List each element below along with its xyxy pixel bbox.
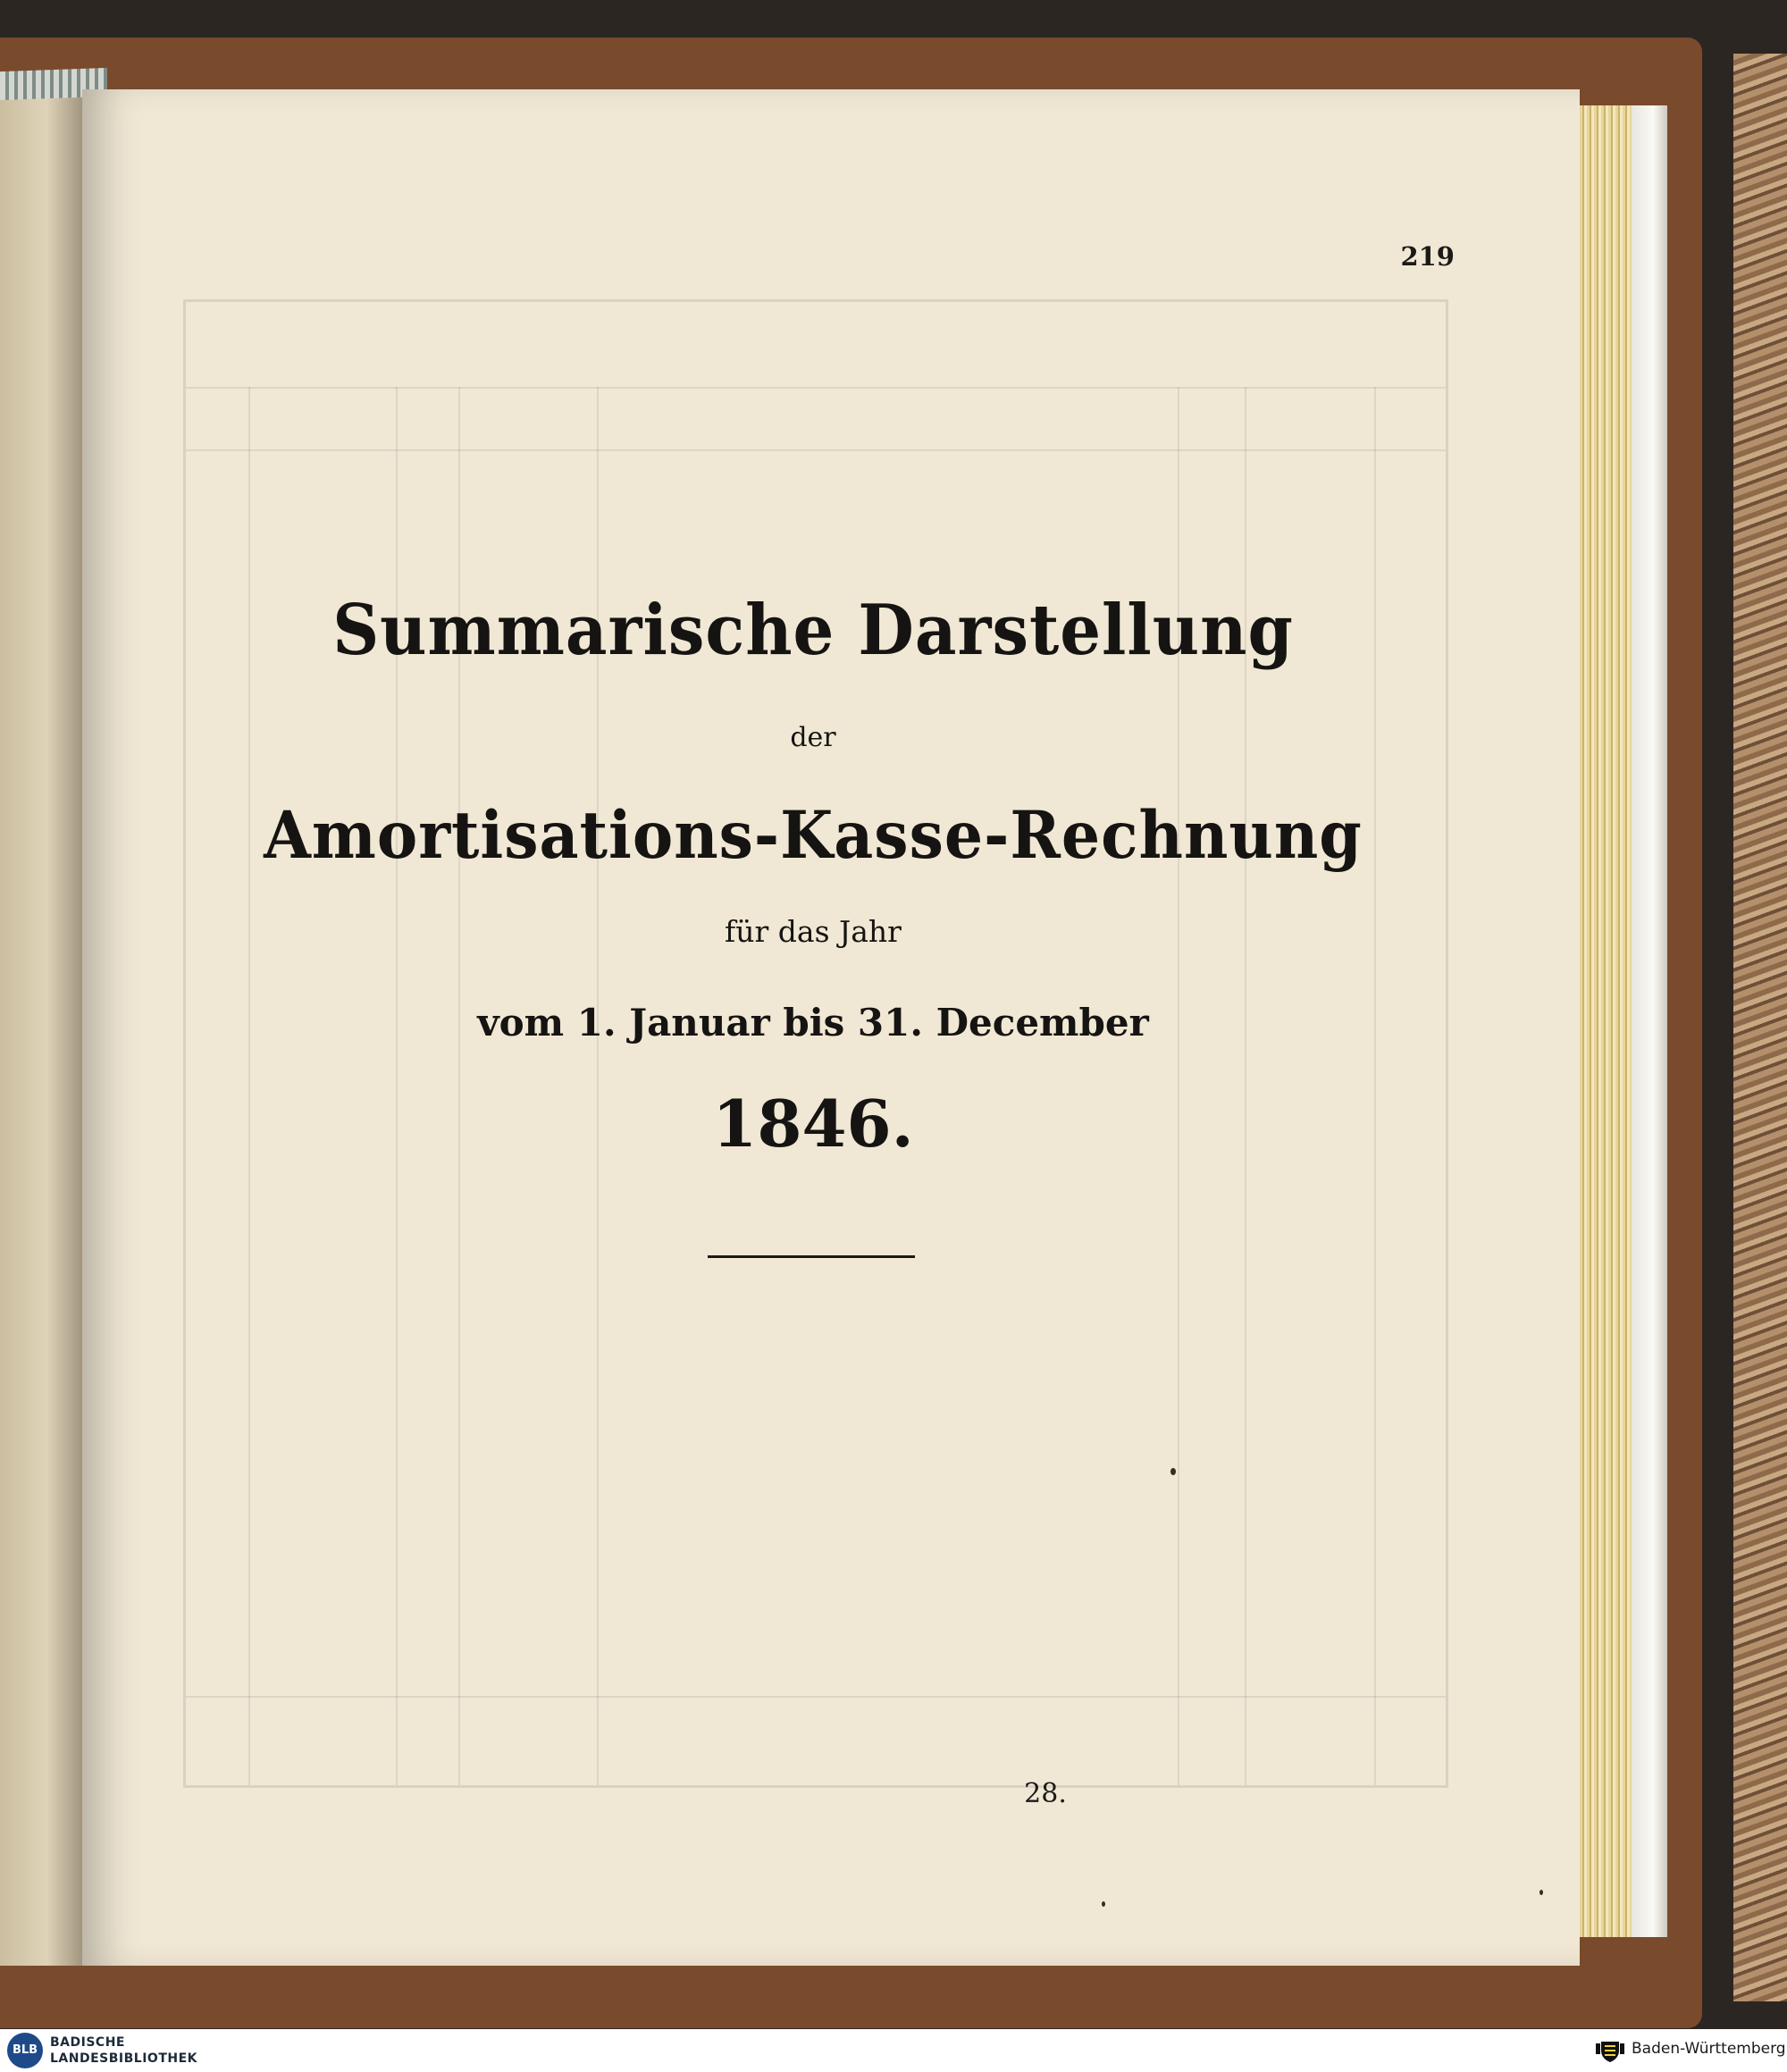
page-number: 219 <box>1400 241 1455 272</box>
library-name-line1: BADISCHE <box>50 2035 125 2050</box>
library-name-line2: LANDESBIBLIOTHEK <box>50 2051 198 2066</box>
divider-rule <box>708 1255 915 1258</box>
page-block-edge <box>1632 105 1667 1937</box>
ink-speck <box>1540 1890 1543 1895</box>
gilt-page-edges <box>1580 105 1633 1937</box>
coat-of-arms-icon[interactable] <box>1596 2038 1624 2063</box>
state-name[interactable]: Baden-Württemberg <box>1632 2040 1786 2058</box>
signature-mark: 28. <box>1024 1778 1067 1809</box>
title-date-range: vom 1. Januar bis 31. December <box>477 1001 1149 1044</box>
marbled-endpaper <box>1733 54 1787 2001</box>
blb-logo-icon[interactable]: BLB <box>7 2033 43 2068</box>
title-amortisations-kasse-rechnung: Amortisations-Kasse-Rechnung <box>264 796 1363 875</box>
title-summarische-darstellung: Summarische Darstellung <box>332 588 1294 671</box>
ink-speck <box>1102 1901 1105 1907</box>
footer-bar <box>0 2029 1787 2072</box>
left-page-edge <box>0 89 85 1966</box>
ink-speck <box>1170 1468 1176 1475</box>
library-name[interactable] <box>50 2034 197 2067</box>
title-der: der <box>790 722 836 753</box>
title-fuer-das-jahr: für das Jahr <box>725 914 902 949</box>
title-year: 1846. <box>712 1086 914 1162</box>
